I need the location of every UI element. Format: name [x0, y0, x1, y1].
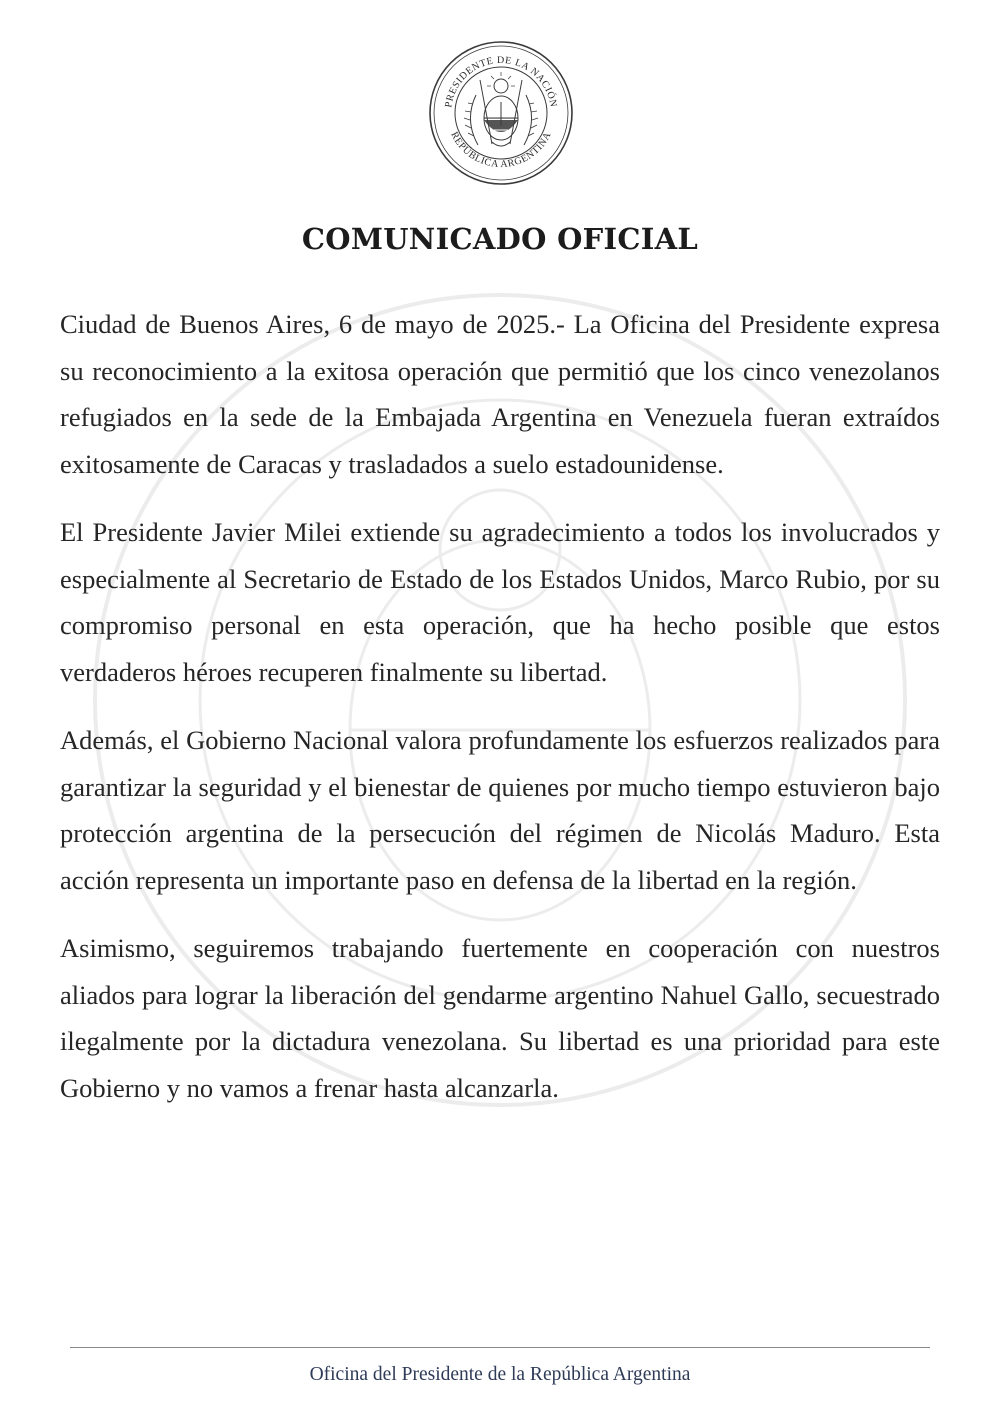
paragraph-3: Además, el Gobierno Nacional valora profundamente los esfuerzos realizados para garantizar la seguridad y el bienestar de quienes por mucho tiempo estuvieron bajo protección argentina de la persecución del régimen de Nicolás Maduro. Esta acción representa un importante paso en defensa de la libertad en la región. — [60, 725, 940, 895]
paragraph-4: Asimismo, seguiremos trabajando fuertemente en cooperación con nuestros aliados para lograr la liberación del gendarme argentino Nahuel Gallo, secuestrado ilegalmente por la dictadura venezolana. Su libertad es una prioridad para este Gobierno y no vamos a frenar hasta alcanzarla. — [60, 933, 940, 1103]
footer-divider — [70, 1347, 930, 1348]
footer-office-name: Oficina del Presidente de la República Argentina — [309, 1364, 691, 1385]
presidential-seal — [428, 40, 574, 186]
paragraph-2: El Presidente Javier Milei extiende su agradecimiento a todos los involucrados y especialmente al Secretario de Estado de los Estados Unidos, Marco Rubio, por su compromiso personal en esta operación, que ha hecho posible que estos verdaderos héroes recuperen finalmente su libertad. — [60, 517, 940, 687]
document-body — [60, 301, 940, 1133]
paragraph-1: Ciudad de Buenos Aires, 6 de mayo de 2025.- La Oficina del Presidente expresa su reconocimiento a la exitosa operación que permitió que los cinco venezolanos refugiados en la sede de la Embajada Argentina en Venezuela fueran extraídos exitosamente de Caracas y trasladados a suelo estadounidense. — [60, 309, 940, 479]
document-title: COMUNICADO OFICIAL — [301, 222, 699, 256]
seal-top-text: PRESIDENTE DE LA NACIÓN — [443, 54, 559, 109]
seal-bottom-text: REPÚBLICA ARGENTINA — [448, 130, 554, 171]
